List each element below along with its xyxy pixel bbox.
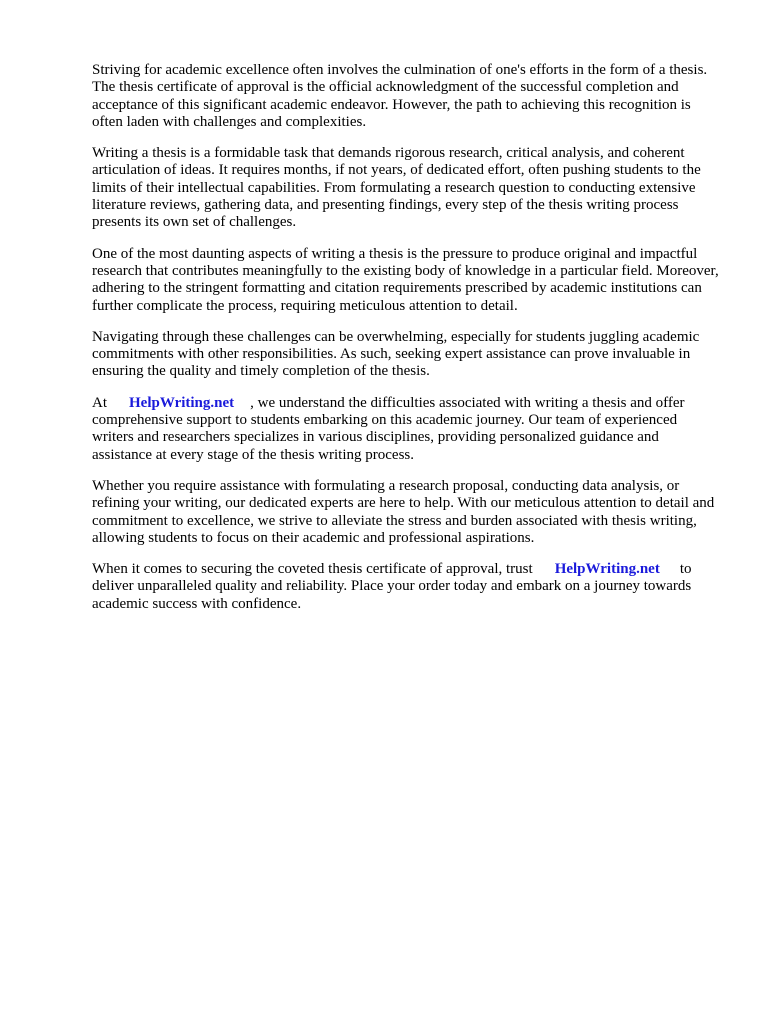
paragraph-4: Navigating through these challenges can be overwhelming, especially for students juggling academic commitments with other responsibilities. As such, seeking expert assistance can prove invaluable in ensuring the quality and timely completion of the thesis. [92, 328, 700, 380]
document-body [92, 62, 720, 627]
paragraph-2: Writing a thesis is a formidable task that demands rigorous research, critical analysis, and coherent articulation of ideas. It requires months, if not years, of dedicated effort, often pushing students to the limits of their intellectual capabilities. From formulating a research question to conducting extensive literature reviews, gathering data, and presenting findings, every step of the thesis writing process presents its own set of challenges. [92, 145, 701, 231]
paragraph-5-lead: At [92, 394, 107, 411]
paragraph-7-lead: When it comes to securing the coveted thesis certificate of approval, trust [92, 561, 533, 578]
paragraph-7 [92, 561, 720, 613]
paragraph-5 [92, 395, 720, 464]
helpwriting-link-2[interactable]: HelpWriting.net [554, 561, 660, 578]
paragraph-7-rest: to deliver unparalleled quality and reliability. Place your order today and embark on a journey towards academic success with confidence. [92, 561, 692, 612]
paragraph-1: Striving for academic excellence often involves the culmination of one's efforts in the form of a thesis. The thesis certificate of approval is the official acknowledgment of the successful completion and acceptance of this significant academic endeavor. However, the path to achieving this recognition is often laden with challenges and complexities. [92, 62, 708, 130]
paragraph-6: Whether you require assistance with formulating a research proposal, conducting data analysis, or refining your writing, our dedicated experts are here to help. With our meticulous attention to detail and commitment to excellence, we strive to alleviate the stress and burden associated with thesis writing, allowing students to focus on their academic and professional aspirations. [92, 477, 715, 546]
paragraph-3: One of the most daunting aspects of writing a thesis is the pressure to produce original and impactful research that contributes meaningfully to the existing body of knowledge in a particular field. Moreover, adhering to the stringent formatting and citation requirements prescribed by academic institutions can further complicate the process, requiring meticulous attention to detail. [92, 245, 719, 314]
helpwriting-link[interactable]: HelpWriting.net [129, 394, 235, 411]
paragraph-5-rest: , we understand the difficulties associated with writing a thesis and offer comprehensive support to students embarking on this academic journey. Our team of experienced writers and researchers specializes in various disciplines, providing personalized guidance and assistance at every stage of the thesis writing process. [92, 394, 685, 463]
